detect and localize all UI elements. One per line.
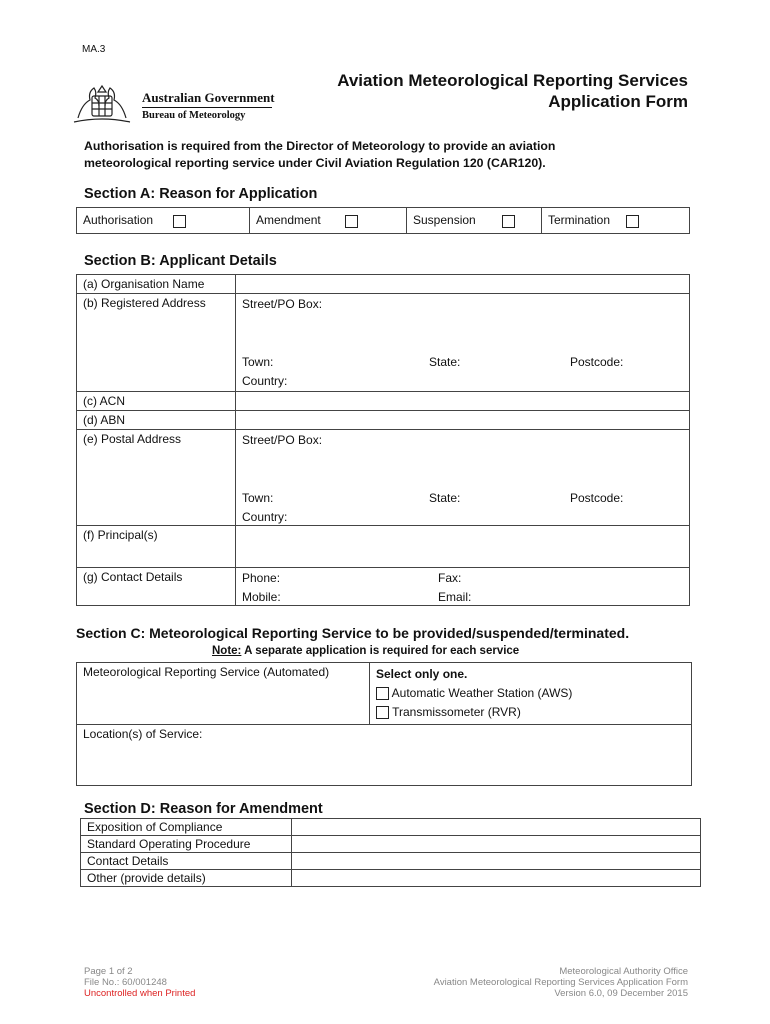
logo [68, 78, 278, 128]
document-code: MA.3 [82, 44, 106, 55]
section-d-table [80, 818, 701, 887]
field-abn[interactable] [236, 411, 690, 430]
row-other: Other (provide details) [81, 870, 292, 887]
label-org-name: (a) Organisation Name [77, 275, 236, 294]
checkbox[interactable] [376, 687, 389, 700]
checkbox[interactable] [626, 215, 639, 228]
agency-name: Bureau of Meteorology [142, 110, 246, 121]
uncontrolled-notice: Uncontrolled when Printed [84, 988, 196, 999]
field-sop[interactable] [292, 836, 701, 853]
label-service: Meteorological Reporting Service (Automated) [77, 663, 370, 725]
select-only-one: Select only one. [376, 667, 468, 681]
field-principals[interactable] [236, 526, 690, 568]
section-c-table [76, 662, 692, 786]
row-exposition: Exposition of Compliance [81, 819, 292, 836]
coat-of-arms-icon [68, 78, 136, 128]
intro-line2: meteorological reporting service under Civil Aviation Regulation 120 (CAR120). [84, 156, 546, 170]
office-name: Meteorological Authority Office [559, 966, 688, 977]
row-contact: Contact Details [81, 853, 292, 870]
field-contact[interactable] [292, 853, 701, 870]
label-registered-address: (b) Registered Address [77, 294, 236, 392]
field-contact-details[interactable]: Phone: Fax: Mobile: Email: [236, 568, 690, 606]
form-title [337, 70, 688, 112]
version: Version 6.0, 09 December 2015 [554, 988, 688, 999]
label-contact-details: (g) Contact Details [77, 568, 236, 606]
option-rvr[interactable]: Transmissometer (RVR) [376, 703, 685, 722]
label-abn: (d) ABN [77, 411, 236, 430]
field-org-name[interactable] [236, 275, 690, 294]
section-d-heading: Section D: Reason for Amendment [84, 801, 323, 817]
section-c-heading: Section C: Meteorological Reporting Service to be provided/suspended/terminated. [76, 625, 630, 641]
label-postal-address: (e) Postal Address [77, 430, 236, 526]
government-name: Australian Government [142, 90, 275, 105]
section-a-table [76, 207, 690, 234]
label-principals: (f) Principal(s) [77, 526, 236, 568]
field-other[interactable] [292, 870, 701, 887]
option-aws[interactable]: Automatic Weather Station (AWS) [376, 684, 685, 703]
page-number: Page 1 of 2 [84, 966, 133, 977]
form-name: Aviation Meteorological Reporting Services Application Form [433, 977, 688, 988]
footer-left [84, 966, 195, 999]
option-suspension[interactable]: Suspension [407, 208, 542, 234]
option-authorisation[interactable]: Authorisation [77, 208, 250, 234]
option-termination[interactable]: Termination [542, 208, 690, 234]
checkbox[interactable] [502, 215, 515, 228]
section-b-table [76, 274, 690, 606]
checkbox[interactable] [345, 215, 358, 228]
form-title-line1: Aviation Meteorological Reporting Services [337, 71, 688, 90]
option-amendment[interactable]: Amendment [250, 208, 407, 234]
field-postal-address[interactable]: Street/PO Box: Town: State: Postcode: Country: [236, 430, 690, 526]
field-exposition[interactable] [292, 819, 701, 836]
row-sop: Standard Operating Procedure [81, 836, 292, 853]
label-acn: (c) ACN [77, 392, 236, 411]
form-title-line2: Application Form [548, 92, 688, 111]
field-registered-address[interactable]: Street/PO Box: Town: State: Postcode: Country: [236, 294, 690, 392]
intro-text [84, 138, 644, 172]
checkbox[interactable] [376, 706, 389, 719]
field-acn[interactable] [236, 392, 690, 411]
logo-divider [142, 107, 272, 108]
section-b-heading: Section B: Applicant Details [84, 253, 277, 269]
file-number: File No.: 60/001248 [84, 977, 167, 988]
intro-line1: Authorisation is required from the Director of Meteorology to provide an aviation [84, 139, 556, 153]
field-locations[interactable]: Location(s) of Service: [77, 725, 692, 786]
field-service-select [370, 663, 692, 725]
checkbox[interactable] [173, 215, 186, 228]
section-c-note: Note: A separate application is required for each service [212, 645, 520, 657]
section-a-heading: Section A: Reason for Application [84, 186, 318, 202]
footer-right [434, 966, 688, 999]
